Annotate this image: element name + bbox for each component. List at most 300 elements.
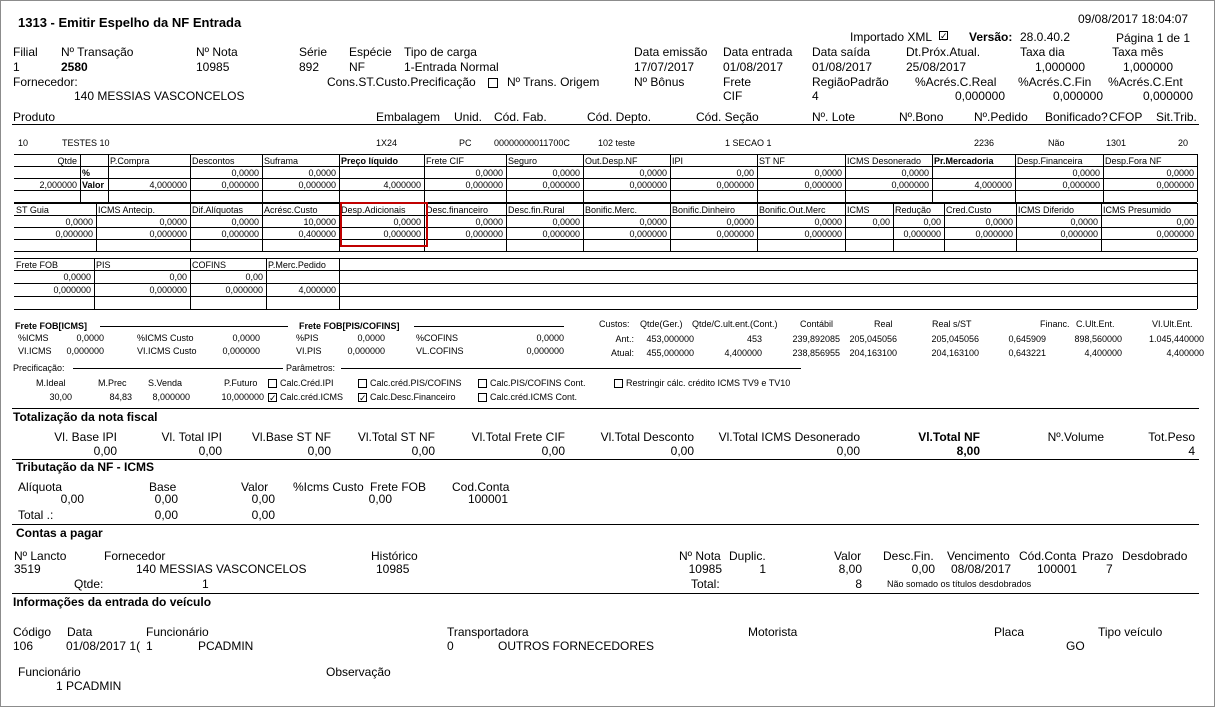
produto-row-cell: Não — [1048, 138, 1065, 148]
grid1-vline — [1103, 154, 1104, 202]
custos-header: Real — [874, 319, 893, 329]
grid1-vline — [757, 154, 758, 202]
grid1-cell: 4,000000 — [149, 180, 187, 190]
fob-label: VL.COFINS — [416, 346, 464, 356]
custos-cell: 205,045056 — [849, 334, 897, 344]
grid2-vline — [583, 203, 584, 251]
fob-label: %COFINS — [416, 333, 459, 343]
custos-cell: Atual: — [610, 348, 634, 358]
custos-cell: 238,856955 — [792, 348, 840, 358]
grid2-cell: 0,000000 — [1060, 229, 1098, 239]
precif-value: 84,83 — [109, 392, 132, 402]
grid1-vline — [424, 154, 425, 202]
grid2-cell: 0,000000 — [629, 229, 667, 239]
grid1-cell: 0,0000 — [1166, 168, 1194, 178]
totaliz-value: 0,00 — [670, 444, 694, 458]
grid2-cell: 0,0000 — [985, 217, 1013, 227]
grid3-cell: 0,000000 — [53, 285, 91, 295]
param-checkbox — [614, 379, 623, 388]
totaliz-value: 8,00 — [956, 444, 980, 458]
precificacao-line — [73, 368, 283, 369]
grid2-cell: 0,000000 — [804, 229, 842, 239]
grid1-vline — [339, 154, 340, 202]
veiculo-label: Código — [13, 625, 52, 639]
veiculo-value: OUTROS FORNECEDORES — [498, 639, 655, 653]
tribut-total-label: Total .: — [18, 508, 54, 522]
grid3-vline — [1197, 258, 1198, 309]
contas-value: 10985 — [688, 562, 722, 576]
fob-pis-line — [414, 326, 564, 327]
grid2-header: ST Guia — [16, 205, 49, 215]
nf-header-value: 1,000000 — [1122, 60, 1173, 74]
regiao-label: RegiãoPadrão — [812, 75, 889, 89]
contas-value: 10985 — [376, 562, 410, 576]
custos-cell: 455,000000 — [646, 348, 694, 358]
acres-ent-value: 0,000000 — [1142, 89, 1193, 103]
grid3-header: Frete FOB — [16, 260, 59, 270]
grid3-cell: 0,00 — [245, 272, 263, 282]
custos-header: Real s/ST — [932, 319, 972, 329]
contas-value: 0,00 — [911, 562, 935, 576]
grid2-header: ICMS Presumido — [1103, 205, 1172, 215]
produto-header-line — [12, 124, 1199, 125]
veiculo-value: 106 — [13, 639, 34, 653]
nf-header-value: 25/08/2017 — [906, 60, 967, 74]
grid2-header: Bonific.Merc. — [585, 205, 638, 215]
grid3-hline — [14, 270, 1197, 271]
grid2-hline — [14, 215, 1197, 216]
contas-label: Valor — [834, 549, 862, 563]
custos-cell: 0,643221 — [1008, 348, 1046, 358]
grid1-hline — [14, 178, 1197, 179]
grid1-cell: 0,000000 — [891, 180, 929, 190]
totaliz-value: 0,00 — [307, 444, 331, 458]
grid1-header: Descontos — [192, 156, 235, 166]
custos-cell: 204,163100 — [931, 348, 979, 358]
nf-header-value: 01/08/2017 — [812, 60, 873, 74]
ntrans-origem-label: Nº Trans. Origem — [507, 75, 600, 89]
produto-row-cell: 2236 — [974, 138, 995, 148]
totaliz-value: 0,00 — [198, 444, 222, 458]
param-checkbox: ✓ — [359, 393, 367, 403]
param-checkbox — [478, 379, 487, 388]
grid3-cell: 0,00 — [169, 272, 187, 282]
tribut-label: Base — [149, 480, 177, 494]
grid1-header: IPI — [672, 156, 684, 166]
grid2-cell: 0,000000 — [716, 229, 754, 239]
grid1-header: Qtde — [57, 156, 77, 166]
produto-row-cell: 00000000011700C — [494, 138, 570, 148]
fob-value: 0,0000 — [536, 333, 564, 343]
grid3-cell: 0,000000 — [225, 285, 263, 295]
grid1-cell: 0,000000 — [465, 180, 503, 190]
grid1-cell: 0,00 — [736, 168, 754, 178]
grid1-header: Suframa — [264, 156, 299, 166]
custos-header: Financ. — [1040, 319, 1070, 329]
custos-cell: 4,400000 — [1084, 348, 1122, 358]
contas-total-label: Total: — [691, 577, 720, 591]
grid2-header: Desc.financeiro — [426, 205, 489, 215]
tribut-value: 0,00 — [154, 492, 178, 506]
custos-cell: 4,400000 — [724, 348, 762, 358]
tribut-label: Valor — [241, 480, 269, 494]
nf-header-label: Filial — [13, 45, 38, 59]
contas-value: 140 MESSIAS VASCONCELOS — [136, 562, 307, 576]
contas-value: 100001 — [1037, 562, 1078, 576]
contas-label: Vencimento — [947, 549, 1010, 563]
grid2-vline — [845, 203, 846, 251]
fob-label: %ICMS — [18, 333, 49, 343]
precif-value: 8,000000 — [152, 392, 190, 402]
report-title: 1313 - Emitir Espelho da NF Entrada — [18, 15, 242, 30]
fob-value: 0,000000 — [222, 346, 260, 356]
nf-header-label: Espécie — [349, 45, 392, 59]
custos-cell: 453,000000 — [646, 334, 694, 344]
grid1-header: Out.Desp.NF — [585, 156, 638, 166]
grid3-top-line — [14, 258, 1197, 259]
grid1-vline — [190, 154, 191, 202]
grid2-cell: 0,000000 — [221, 229, 259, 239]
grid2-cell: 0,0000 — [1070, 217, 1098, 227]
grid3-vline — [190, 258, 191, 309]
produto-header-label: Cód. Fab. — [494, 110, 547, 124]
grid1-cell: 4,000000 — [974, 180, 1012, 190]
nf-header-label: Série — [299, 45, 328, 59]
acres-real-label: %Acrés.C.Real — [915, 75, 997, 89]
grid1-cell: Valor — [82, 180, 105, 190]
totaliz-value: 0,00 — [93, 444, 117, 458]
param-checkbox-label: Calc.créd.ICMS — [280, 392, 344, 402]
veiculo-label: Transportadora — [447, 625, 529, 639]
fob-label: %ICMS Custo — [137, 333, 194, 343]
grid3-vline — [94, 258, 95, 309]
nf-header-value: 17/07/2017 — [634, 60, 695, 74]
contas-qtde-label: Qtde: — [74, 577, 104, 591]
grid1-header: Seguro — [508, 156, 538, 166]
produto-header-label: Bonificado? — [1045, 110, 1108, 124]
precif-header: P.Futuro — [224, 378, 258, 388]
frete-value: CIF — [723, 89, 743, 103]
grid2-hline — [14, 239, 1197, 240]
grid1-cell: 0,000000 — [804, 180, 842, 190]
param-checkbox-label: Calc.Créd.IPI — [280, 378, 334, 388]
fob-value: 0,0000 — [76, 333, 104, 343]
tribut-label: %Icms Custo — [293, 480, 364, 494]
veiculo-func-value: 1 PCADMIN — [56, 679, 122, 693]
nf-header-label: Dt.Próx.Atual. — [906, 45, 981, 59]
nf-header-value: 2580 — [61, 60, 88, 74]
totaliz-label: Vl.Total ICMS Desonerado — [718, 430, 860, 444]
totaliz-label: Vl.Total ST NF — [357, 430, 435, 444]
acres-real-value: 0,000000 — [954, 89, 1005, 103]
grid2-header: ICMS Antecip. — [98, 205, 156, 215]
grid2-header: Desp.Adicionais — [341, 205, 406, 215]
grid2-vline — [262, 203, 263, 251]
totaliz-label: Vl.Total Desconto — [600, 430, 694, 444]
nf-header-value: 10985 — [196, 60, 230, 74]
precif-value: 10,000000 — [221, 392, 264, 402]
nf-header-value: 1 — [13, 60, 20, 74]
grid1-vline — [108, 154, 109, 202]
custos-header: Contábil — [800, 319, 834, 329]
fob-icms-line — [100, 326, 288, 327]
tribut-value: 0,00 — [60, 492, 84, 506]
grid1-hline — [14, 190, 1197, 191]
contas-label: Prazo — [1082, 549, 1114, 563]
totaliz-value: 0,00 — [836, 444, 860, 458]
grid2-cell: 0,00 — [923, 217, 941, 227]
custos-cell: 453 — [746, 334, 762, 344]
acres-fin-value: 0,000000 — [1052, 89, 1103, 103]
veiculo-obs-label: Observação — [326, 665, 391, 679]
grid1-vline — [670, 154, 671, 202]
custos-cell: 1.045,440000 — [1148, 334, 1204, 344]
veiculo-value: PCADMIN — [198, 639, 254, 653]
nf-header-label: Data emissão — [634, 45, 708, 59]
nf-header-label: Data saída — [812, 45, 871, 59]
grid2-cell: 0,0000 — [393, 217, 421, 227]
nf-header-value: NF — [349, 60, 365, 74]
veiculo-title: Informações da entrada do veículo — [13, 595, 212, 609]
custos-header: Custos: — [599, 319, 630, 329]
fob-value: 0,0000 — [232, 333, 260, 343]
contas-label: Nº Nota — [679, 549, 721, 563]
grid3-hline — [14, 296, 1197, 297]
produto-row-cell: 1 SECAO 1 — [725, 138, 772, 148]
grid1-cell: 0,0000 — [475, 168, 503, 178]
grid2-hline — [14, 227, 1197, 228]
grid2-cell: 0,000000 — [465, 229, 503, 239]
grid2-vline — [893, 203, 894, 251]
custos-cell: Ant.: — [615, 334, 634, 344]
tribut-label: Cod.Conta — [452, 480, 510, 494]
contas-label: Desdobrado — [1122, 549, 1188, 563]
grid2-cell: 0,000000 — [903, 229, 941, 239]
grid2-cell: 0,0000 — [639, 217, 667, 227]
grid2-cell: 0,000000 — [975, 229, 1013, 239]
fob-value: 0,000000 — [347, 346, 385, 356]
custos-cell: 239,892085 — [792, 334, 840, 344]
fob-value: 0,000000 — [526, 346, 564, 356]
grid2-header: ICMS Diferido — [1018, 205, 1075, 215]
grid2-header: Bonific.Dinheiro — [672, 205, 736, 215]
grid1-cell: 0,000000 — [298, 180, 336, 190]
veiculo-top-line — [12, 593, 1199, 594]
totaliz-label: Vl.Base ST NF — [251, 430, 331, 444]
grid2-cell: 10,0000 — [303, 217, 336, 227]
veiculo-label: Funcionário — [146, 625, 209, 639]
veiculo-func-label: Funcionário — [18, 665, 81, 679]
param-checkbox-label: Calc.Desc.Financeiro — [370, 392, 456, 402]
nf-header-label: Nº Nota — [196, 45, 238, 59]
grid1-vline — [262, 154, 263, 202]
grid2-header: ICMS — [847, 205, 870, 215]
grid1-hline — [14, 166, 1197, 167]
grid1-cell: 0,000000 — [629, 180, 667, 190]
grid2-header: Cred.Custo — [946, 205, 992, 215]
grid1-cell: 0,000000 — [542, 180, 580, 190]
param-checkbox: ✓ — [269, 393, 277, 403]
nf-header-value: 01/08/2017 — [723, 60, 784, 74]
grid2-vline — [944, 203, 945, 251]
grid1-vline — [932, 154, 933, 202]
grid1-cell: 4,000000 — [383, 180, 421, 190]
grid1-cell: 0,000000 — [716, 180, 754, 190]
totaliz-label: Vl. Base IPI — [54, 430, 117, 444]
grid2-cell: 0,0000 — [814, 217, 842, 227]
produto-header-label: Embalagem — [376, 110, 441, 124]
tribut-value: 0,00 — [251, 492, 275, 506]
grid2-vline — [757, 203, 758, 251]
fob-value: 0,0000 — [357, 333, 385, 343]
tribut-label: Frete FOB — [370, 480, 427, 494]
grid2-cell: 0,0000 — [475, 217, 503, 227]
precif-header: S.Venda — [148, 378, 183, 388]
veiculo-label: Motorista — [748, 625, 798, 639]
fornecedor-label: Fornecedor: — [13, 75, 78, 89]
nf-header-value: 1,000000 — [1034, 60, 1085, 74]
grid2-cell: 0,0000 — [65, 217, 93, 227]
grid1-cell: 0,000000 — [1156, 180, 1194, 190]
grid2-header: Acrésc.Custo — [264, 205, 318, 215]
contas-nota: Não somado os títulos desdobrados — [887, 579, 1032, 589]
produto-row-cell: PC — [459, 138, 472, 148]
totaliz-value: 4 — [1188, 444, 1195, 458]
produto-row-cell: 10 — [18, 138, 29, 148]
tribut-value: 0,00 — [368, 492, 392, 506]
produto-row-cell: 20 — [1178, 138, 1189, 148]
fob-label: %PIS — [296, 333, 319, 343]
versao-value: 28.0.40.2 — [1020, 30, 1071, 44]
acres-ent-label: %Acrés.C.Ent — [1108, 75, 1183, 89]
totaliz-label: Vl. Total IPI — [161, 430, 222, 444]
custos-cell: 898,560000 — [1074, 334, 1122, 344]
grid3-cell: 0,000000 — [149, 285, 187, 295]
custos-cell: 204,163100 — [849, 348, 897, 358]
contas-label: Histórico — [371, 549, 418, 563]
precif-value: 30,00 — [49, 392, 72, 402]
grid1-cell: 2,000000 — [39, 180, 77, 190]
veiculo-label: Tipo veículo — [1098, 625, 1163, 639]
totaliz-value: 0,00 — [411, 444, 435, 458]
grid1-header: ST NF — [759, 156, 785, 166]
grid1-header: ICMS Desonerado — [847, 156, 922, 166]
nf-header-label: Nº Transação — [61, 45, 134, 59]
custos-cell: 205,045056 — [931, 334, 979, 344]
grid2-vline — [190, 203, 191, 251]
grid2-cell: 0,000000 — [542, 229, 580, 239]
grid2-cell: 0,400000 — [298, 229, 336, 239]
fornecedor-value: 140 MESSIAS VASCONCELOS — [74, 89, 245, 103]
cons-st-label: Cons.ST.Custo.Precificação — [327, 75, 476, 89]
page-number: Página 1 de 1 — [1116, 31, 1191, 45]
grid1-cell: 0,0000 — [814, 168, 842, 178]
grid1-vline — [845, 154, 846, 202]
grid2-cell: 0,000000 — [1156, 229, 1194, 239]
totalizacao-title: Totalização da nota fiscal — [13, 410, 158, 424]
grid1-header: Desp.Financeira — [1017, 156, 1083, 166]
grid2-vline — [1197, 203, 1198, 251]
precif-header: M.Prec — [98, 378, 127, 388]
grid2-header: Redução — [895, 205, 932, 215]
grid2-header: Dif.Alíquotas — [192, 205, 244, 215]
produto-header-label: Nº.Pedido — [974, 110, 1028, 124]
grid3-cell: 4,000000 — [298, 285, 336, 295]
tribut-label: Alíquota — [18, 480, 63, 494]
param-checkbox — [268, 379, 277, 388]
grid1-header: Frete CIF — [426, 156, 465, 166]
precif-header: M.Ideal — [36, 378, 66, 388]
veiculo-value: 01/08/2017 1( — [66, 639, 141, 653]
grid1-vline — [1015, 154, 1016, 202]
produto-row-cell: 1301 — [1106, 138, 1127, 148]
grid1-header: Preço líquido — [341, 156, 399, 166]
grid2-cell: 0,0000 — [231, 217, 259, 227]
contas-value: 1 — [759, 562, 766, 576]
grid3-header: PIS — [96, 260, 111, 270]
custos-header: C.Ult.Ent. — [1076, 319, 1115, 329]
param-checkbox-label: Calc.PIS/COFINS Cont. — [490, 378, 586, 388]
grid3-vline — [339, 258, 340, 309]
grid2-vline — [670, 203, 671, 251]
custos-header: Qtde/C.ult.ent.(Cont.) — [692, 319, 778, 329]
frete-label: Frete — [723, 75, 752, 89]
nf-header-label: Data entrada — [723, 45, 793, 59]
produto-row-cell: 102 teste — [598, 138, 636, 148]
contas-value: 3519 — [14, 562, 41, 576]
contas-label: Nº Lancto — [14, 549, 67, 563]
grid1-cell: 0,0000 — [1072, 168, 1100, 178]
fob-label: VI.ICMS — [18, 346, 52, 356]
grid2-header: Desc.fin.Rural — [508, 205, 565, 215]
grid3-hline — [14, 283, 1197, 284]
contas-label: Duplic. — [729, 549, 766, 563]
totaliz-label: Vl.Total Frete CIF — [471, 430, 565, 444]
grid1-vline — [506, 154, 507, 202]
param-checkbox — [358, 379, 367, 388]
custos-header: VI.Ult.Ent. — [1152, 319, 1193, 329]
grid2-header: Bonific.Out.Merc — [759, 205, 826, 215]
grid1-cell: % — [82, 168, 91, 178]
grid2-cell: 0,000000 — [383, 229, 421, 239]
grid3-vline — [266, 258, 267, 309]
grid1-cell: 0,0000 — [552, 168, 580, 178]
tribut-value: 100001 — [467, 492, 508, 506]
contas-qtde-value: 1 — [202, 577, 209, 591]
nbonus-label: Nº Bônus — [634, 75, 685, 89]
produto-header-label: Cód. Seção — [696, 110, 759, 124]
contas-top-line — [12, 524, 1199, 525]
contas-label: Desc.Fin. — [883, 549, 934, 563]
contas-value: 08/08/2017 — [951, 562, 1012, 576]
desp-adicionais-highlight — [340, 202, 428, 247]
nf-header-value: 892 — [299, 60, 320, 74]
nf-header-label: Taxa dia — [1020, 45, 1065, 59]
param-checkbox-label: Restringir cálc. crédito ICMS TV9 e TV10 — [626, 378, 791, 388]
grid2-top-line — [14, 203, 1197, 204]
grid2-cell: 0,000000 — [55, 229, 93, 239]
grid3-header: P.Merc.Pedido — [268, 260, 326, 270]
precificacao-label: Precificação: — [13, 363, 65, 373]
importado-xml-check: ✓ — [940, 31, 948, 41]
grid2-vline — [96, 203, 97, 251]
totaliz-label: Vl.Total NF — [918, 430, 980, 444]
contas-value: 7 — [1106, 562, 1113, 576]
grid2-hline — [14, 251, 1197, 252]
tributacao-top-line — [12, 459, 1199, 460]
grid1-header: Pr.Mercadoria — [934, 156, 994, 166]
veiculo-label: Data — [67, 625, 93, 639]
